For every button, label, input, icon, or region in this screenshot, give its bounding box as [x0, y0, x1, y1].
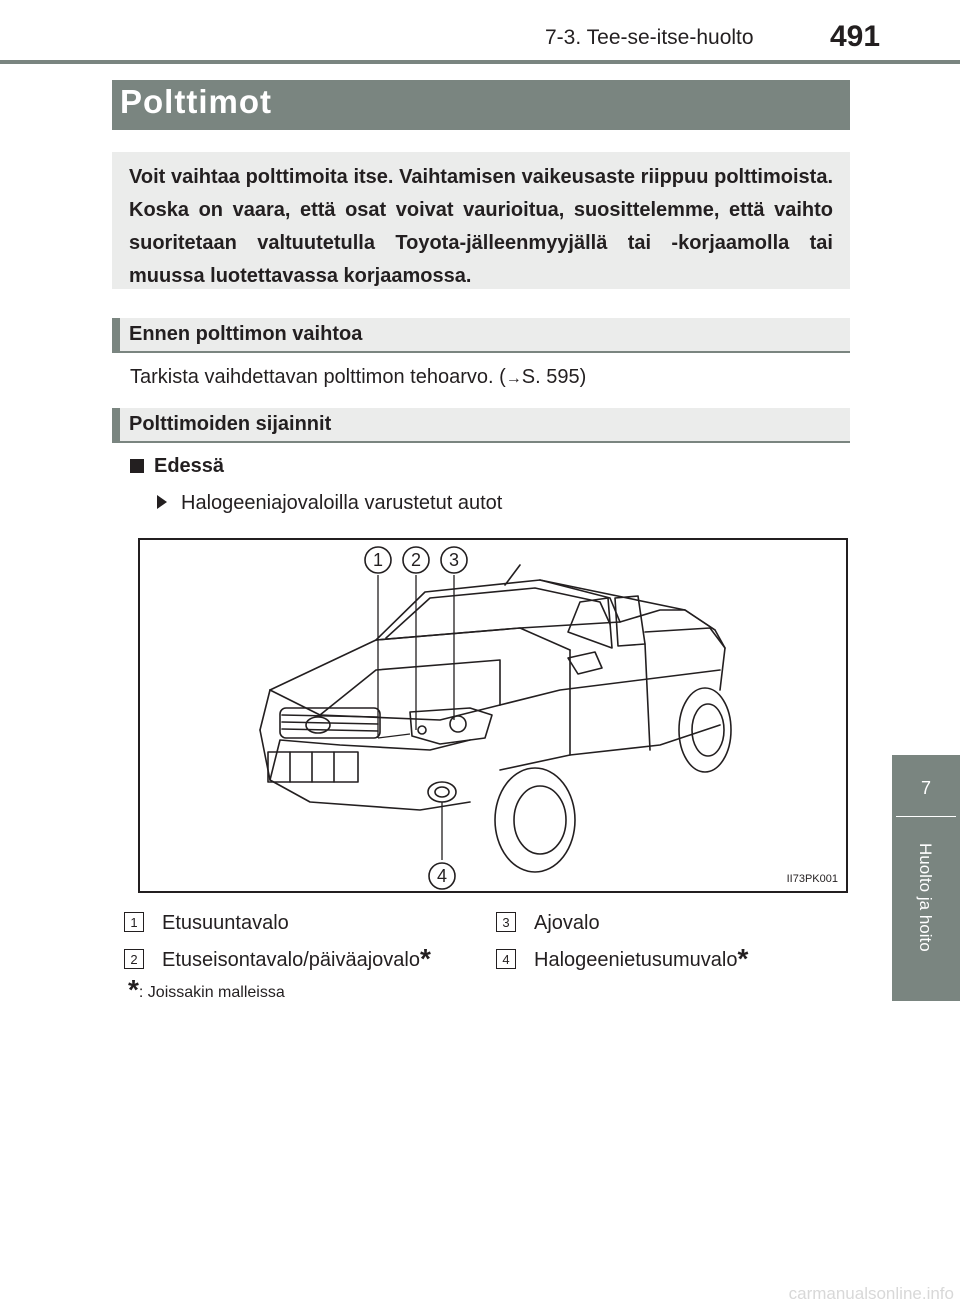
- wattage-instruction: [130, 366, 586, 389]
- callout-3-label: 3: [448, 550, 460, 570]
- footnote-asterisk: *: [128, 974, 139, 1005]
- chapter-label: Huolto ja hoito: [916, 843, 935, 952]
- triangle-bullet-icon: [157, 495, 167, 509]
- section-heading-label: Polttimoiden sijainnit: [129, 413, 332, 435]
- section-heading-before: [112, 318, 850, 353]
- callout-4-label: 4: [436, 866, 448, 886]
- page-title: Polttimot: [120, 83, 272, 120]
- watermark: carmanualsonline.info: [788, 1284, 954, 1303]
- square-bullet-icon: [130, 459, 144, 473]
- running-header-section: 7-3. Tee-se-itse-huolto: [545, 26, 754, 49]
- legend-number: 1: [124, 912, 144, 932]
- section-heading-label: Ennen polttimon vaihtoa: [129, 323, 363, 345]
- legend-label: Etusuuntavalo: [162, 912, 289, 934]
- section-heading-locations: [112, 408, 850, 443]
- bullet-label: Halogeeniajovaloilla varustetut autot: [181, 492, 503, 514]
- header-divider: [0, 60, 960, 64]
- legend-number: 4: [496, 949, 516, 969]
- footnote: [128, 974, 285, 1005]
- legend-item-4: [496, 943, 749, 974]
- legend-item-1: [124, 912, 289, 935]
- subheading-front: [130, 455, 224, 478]
- asterisk-mark: *: [419, 943, 431, 974]
- legend-item-3: [496, 912, 600, 935]
- legend-label: Etuseisontavalo/päiväajovalo: [162, 949, 420, 971]
- asterisk-mark: *: [737, 943, 749, 974]
- callout-1-label: 1: [372, 550, 384, 570]
- instruction-text: Tarkista vaihdettavan polttimon tehoarvo. (: [130, 366, 506, 388]
- legend-item-2: [124, 943, 431, 974]
- footnote-text: : Joissakin malleissa: [138, 984, 285, 1001]
- chapter-number: 7: [920, 778, 931, 798]
- truck-drawing: [140, 540, 846, 891]
- intro-box: Voit vaihtaa polttimoita itse. Vaihtamisen vaikeusaste riippuu polttimoista. Koska on vaara, että osat voivat vaurioitua, suosittelemme, että vaihto suoritetaan valtuutetulla Toyota-jälleenmyyjällä tai -korjaamolla tai muussa luotettavassa korjaamossa.: [112, 152, 850, 289]
- chapter-tab-divider: [896, 816, 956, 817]
- legend-number: 3: [496, 912, 516, 932]
- truck-body: [260, 565, 731, 872]
- page-number: 491: [830, 20, 881, 53]
- section-marker: [112, 408, 120, 441]
- truck-illustration: [138, 538, 848, 893]
- callout-2-label: 2: [410, 550, 422, 570]
- bullet-item: [157, 492, 502, 515]
- legend-label: Halogeenietusumuvalo: [534, 949, 738, 971]
- page-reference-link[interactable]: S. 595): [521, 366, 587, 388]
- subheading-label: Edessä: [154, 455, 225, 477]
- legend-label: Ajovalo: [534, 912, 600, 934]
- arrow-icon: →: [505, 370, 522, 387]
- figure-code: II73PK001: [786, 873, 838, 885]
- section-marker: [112, 318, 120, 351]
- legend-number: 2: [124, 949, 144, 969]
